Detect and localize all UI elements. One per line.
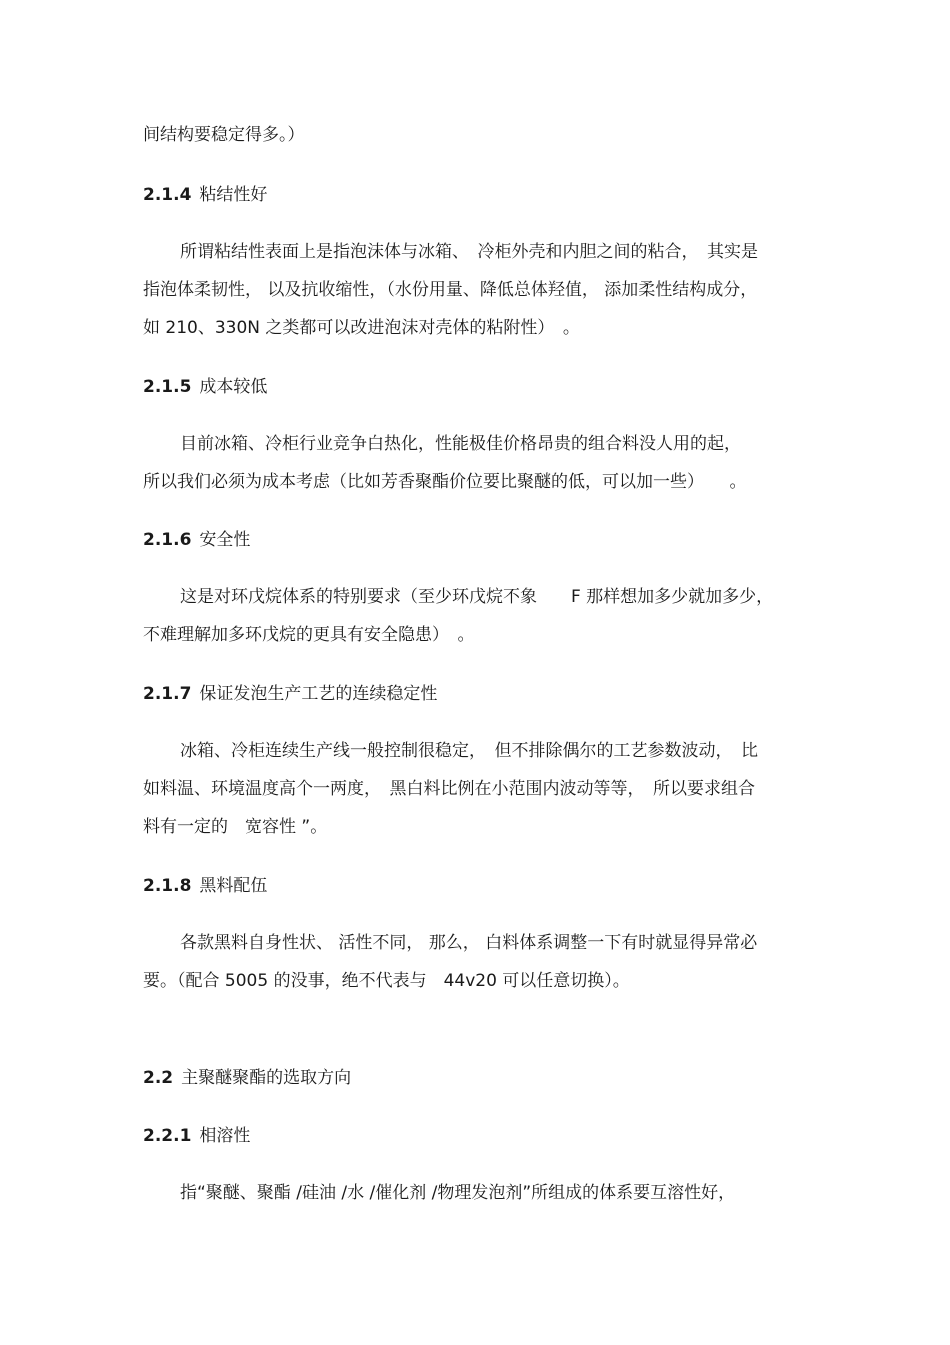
paragraph-line: 冰箱、冷柜连续生产线一般控制很稳定， 但不排除偶尔的工艺参数波动， 比 xyxy=(180,741,758,761)
section-heading xyxy=(143,376,267,398)
section-number: 2.1.8 xyxy=(143,876,192,896)
section-heading xyxy=(143,184,267,206)
section-title: 成本较低 xyxy=(199,377,268,397)
section-number: 2.1.6 xyxy=(143,530,192,550)
paragraph-line: 如 210、330N 之类都可以改进泡沫对壳体的粘附性） 。 xyxy=(143,318,580,338)
paragraph-line: 所谓粘结性表面上是指泡沫体与冰箱、 冷柜外壳和内胆之间的粘合， 其实是 xyxy=(180,242,758,262)
section-heading xyxy=(143,529,250,551)
paragraph-line: 指“聚醚、聚酯 /硅油 /水 /催化剂 /物理发泡剂”所组成的体系要互溶性好， xyxy=(180,1183,736,1203)
section-number: 2.1.5 xyxy=(143,377,192,397)
paragraph-line: 目前冰箱、冷柜行业竞争白热化，性能极佳价格昂贵的组合料没人用的起， xyxy=(180,434,741,454)
section-title: 安全性 xyxy=(199,530,251,550)
paragraph-line: 如料温、环境温度高个一两度， 黑白料比例在小范围内波动等等， 所以要求组合 xyxy=(143,779,755,799)
section-title: 保证发泡生产工艺的连续稳定性 xyxy=(199,684,438,704)
section-heading xyxy=(143,1067,351,1089)
section-number: 2.2 xyxy=(143,1068,174,1088)
paragraph-line: 所以我们必须为成本考虑（比如芳香聚酯价位要比聚醚的低，可以加一些） 。 xyxy=(143,472,747,492)
paragraph-line: 这是对环戊烷体系的特别要求（至少环戊烷不象 F 那样想加多少就加多少， xyxy=(180,587,774,607)
paragraph-line: 指泡体柔韧性， 以及抗收缩性，（水份用量、降低总体羟值， 添加柔性结构成分， xyxy=(143,280,758,300)
section-title: 主聚醚聚酯的选取方向 xyxy=(181,1068,352,1088)
section-heading xyxy=(143,1125,250,1147)
section-heading xyxy=(143,875,267,897)
section-heading xyxy=(143,683,437,705)
paragraph-line: 间结构要稳定得多。） xyxy=(143,125,305,145)
section-title: 黑料配伍 xyxy=(199,876,268,896)
section-number: 2.2.1 xyxy=(143,1126,192,1146)
paragraph-line: 要。（配合 5005 的没事，绝不代表与 44v20 可以任意切换）。 xyxy=(143,971,630,991)
paragraph-line: 不难理解加多环戊烷的更具有安全隐患） 。 xyxy=(143,625,475,645)
paragraph-line: 料有一定的 宽容性 ”。 xyxy=(143,817,328,837)
paragraph-line: 各款黑料自身性状、 活性不同， 那么， 白料体系调整一下有时就显得异常必 xyxy=(180,933,758,953)
section-number: 2.1.7 xyxy=(143,684,192,704)
section-title: 相溶性 xyxy=(199,1126,251,1146)
section-number: 2.1.4 xyxy=(143,185,192,205)
section-title: 粘结性好 xyxy=(199,185,268,205)
